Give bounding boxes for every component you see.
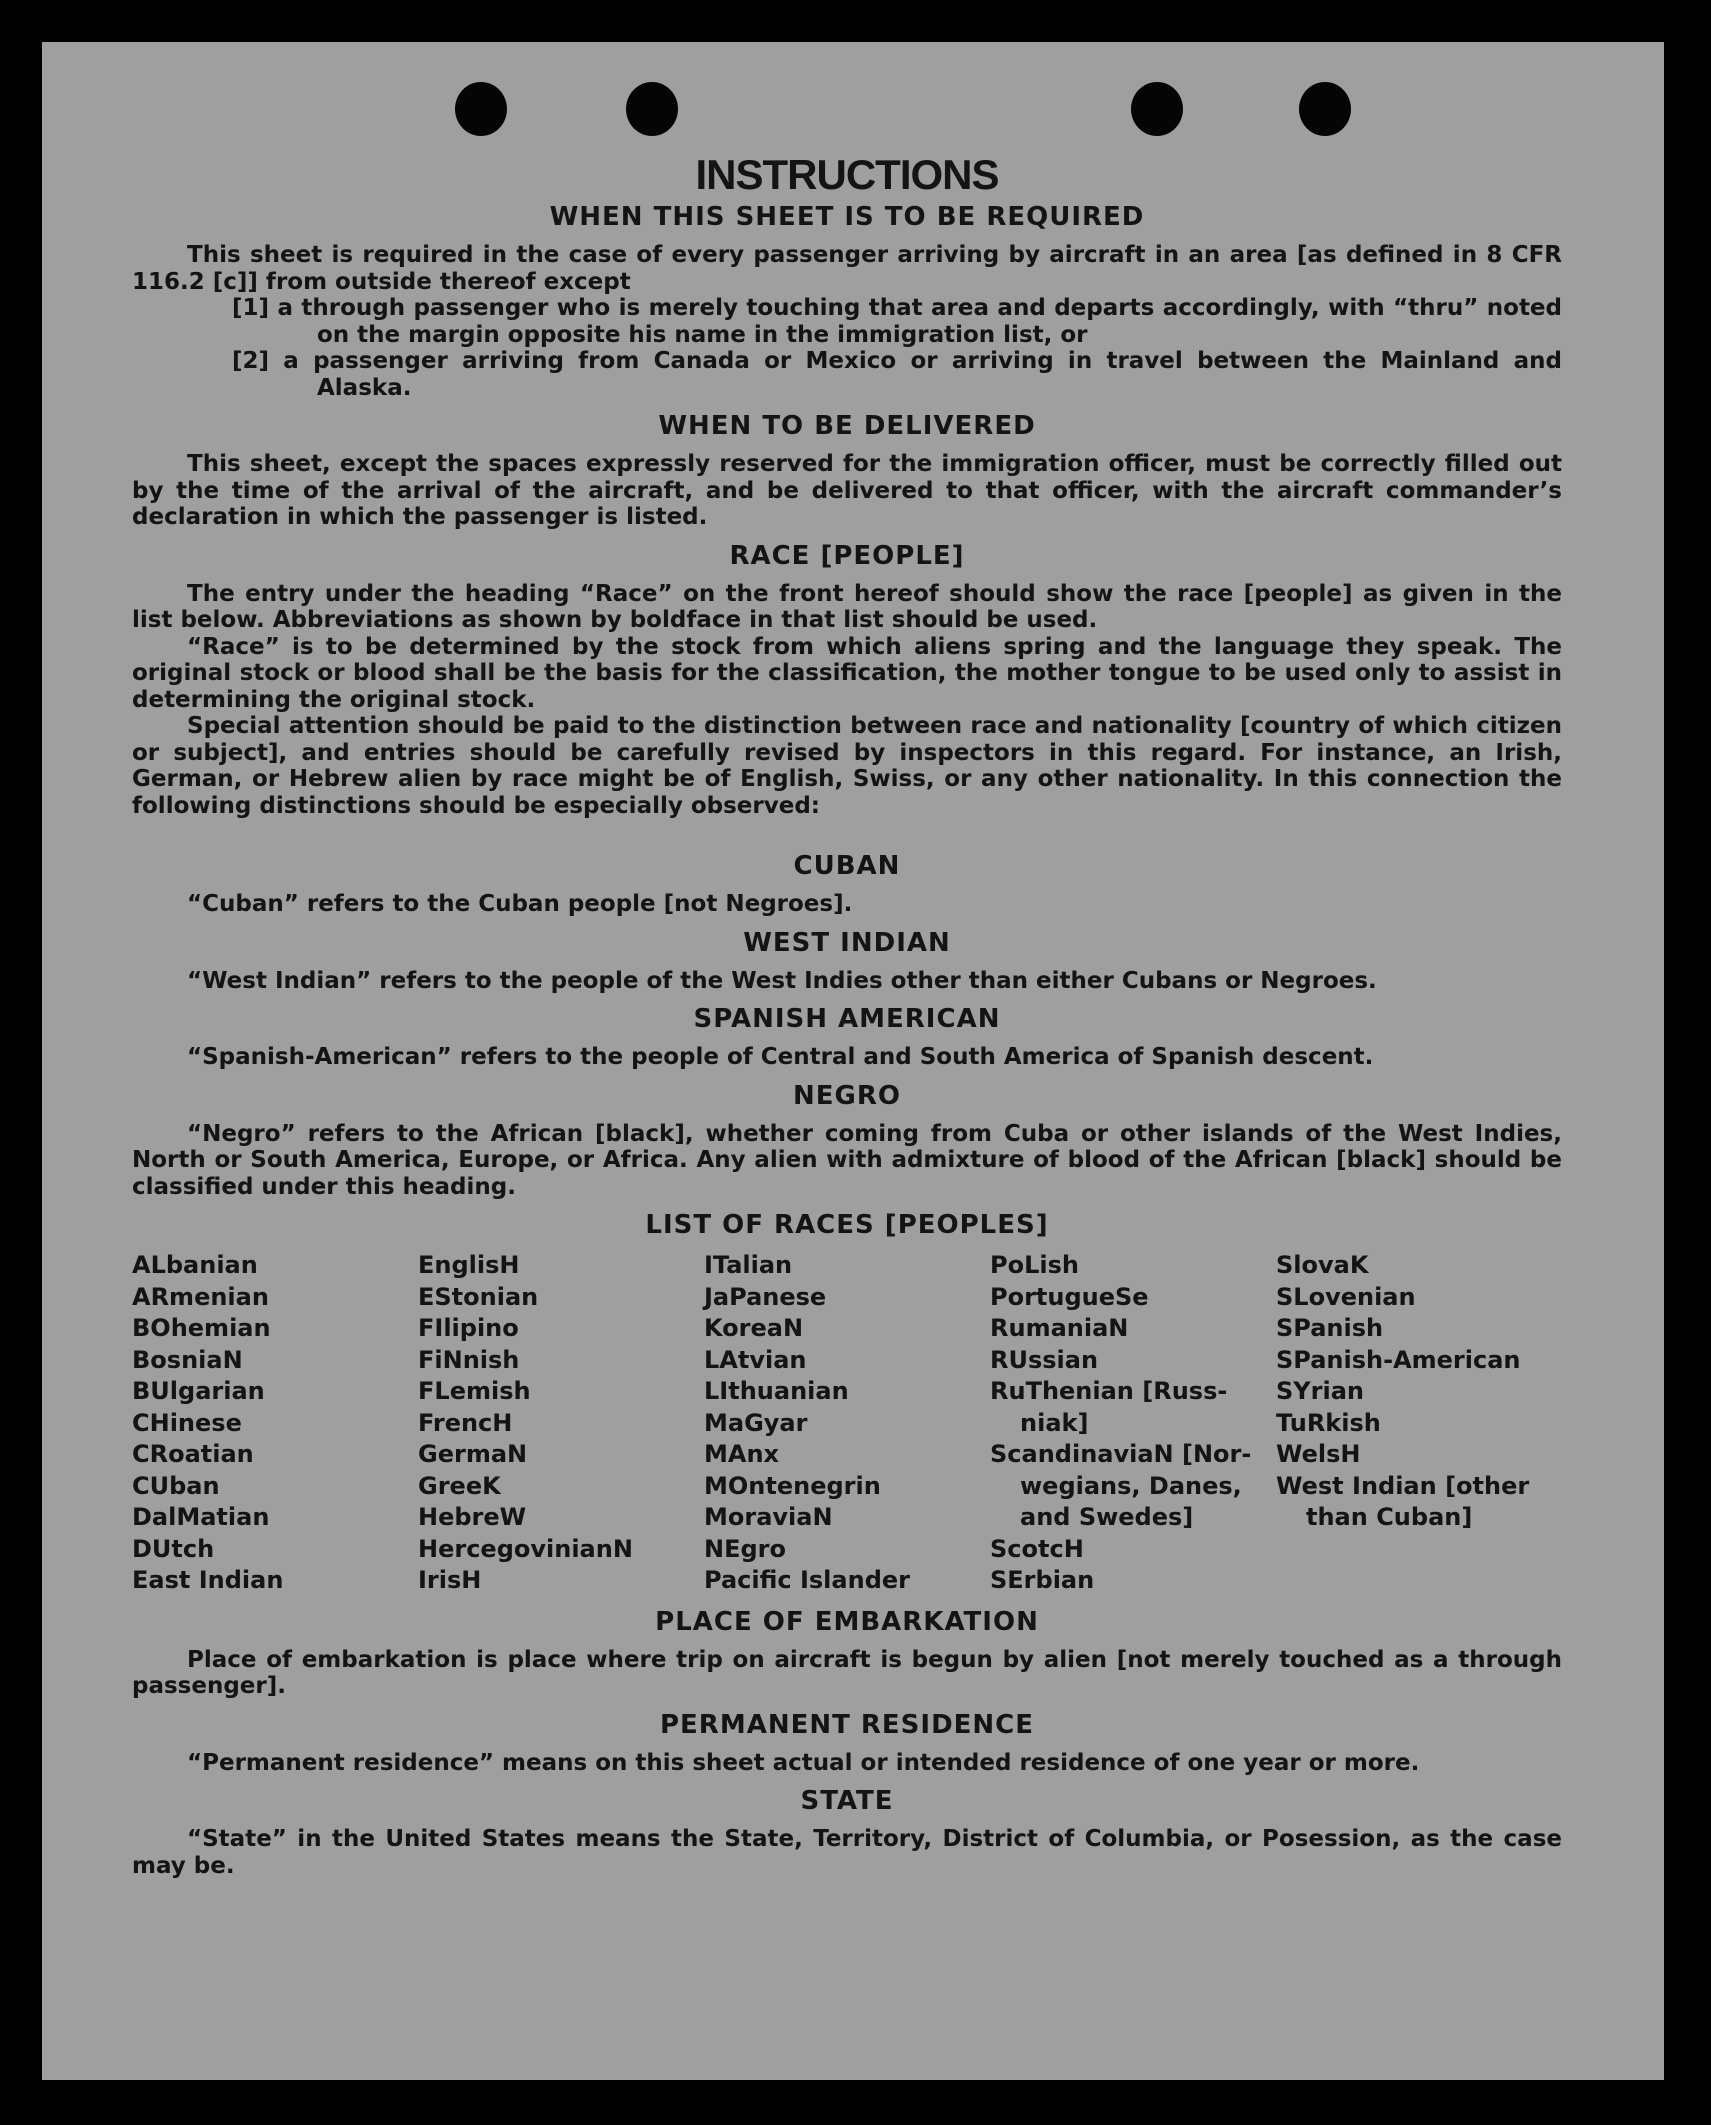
heading-place-of-embarkation: PLACE OF EMBARKATION: [655, 1606, 1039, 1637]
race-item: MOntenegrin: [704, 1471, 881, 1500]
race-item: ALbanian: [132, 1251, 258, 1279]
heading-negro: NEGRO: [793, 1080, 901, 1111]
race-item: IrisH: [418, 1566, 482, 1594]
races-column-5: [1276, 1250, 1562, 1597]
race-item: SLovenian: [1276, 1282, 1416, 1311]
heading-list-of-races: LIST OF RACES [PEOPLES]: [645, 1210, 1049, 1240]
race-item: DalMatian: [132, 1503, 270, 1531]
races-column-2: [418, 1250, 704, 1597]
races-column-4: [990, 1250, 1276, 1597]
race-item: BOhemian: [132, 1314, 271, 1342]
race-item: Pacific Islander: [704, 1566, 910, 1594]
race-item: MoraviaN: [704, 1503, 833, 1531]
race-item: FIlipino: [418, 1314, 519, 1342]
punch-hole-1: [455, 82, 507, 136]
race-item: KoreaN: [704, 1314, 804, 1342]
race-item: MAnx: [704, 1440, 780, 1468]
race-item: EStonian: [418, 1282, 539, 1311]
heading-west-indian: WEST INDIAN: [743, 927, 951, 958]
spanish-american-text: “Spanish-American” refers to the people of Central and South America of Spanish descent.: [187, 1044, 1374, 1070]
race-item: WelsH: [1276, 1440, 1361, 1468]
race-item: MaGyar: [704, 1408, 808, 1437]
race-paragraph-2: “Race” is to be determined by the stock from which aliens spring and the language they speak. The original stock or blood shall be the basis for the classification, the mother tongue to be used only to assist in determining the original stock.: [132, 633, 1562, 713]
punch-hole-4: [1299, 82, 1351, 136]
page-title: INSTRUCTIONS: [695, 151, 999, 198]
race-item-continued: than Cuban]: [1306, 1503, 1473, 1531]
race-item: JaPanese: [704, 1282, 827, 1311]
race-item: GermaN: [418, 1440, 528, 1468]
race-item: ScotcH: [990, 1534, 1084, 1563]
cuban-text: “Cuban” refers to the Cuban people [not Negroes].: [187, 891, 853, 917]
heading-cuban: CUBAN: [793, 851, 901, 881]
race-item: SPanish-American: [1276, 1345, 1521, 1374]
race-item: East Indian: [132, 1566, 284, 1594]
races-column-3: [704, 1250, 990, 1597]
race-item: CUban: [132, 1471, 220, 1500]
race-item-continued: wegians, Danes,: [1020, 1471, 1242, 1500]
west-indian-text: “West Indian” refers to the people of the West Indies other than either Cubans or Negroes.: [187, 967, 1377, 994]
punch-hole-2: [626, 82, 678, 136]
race-item: NEgro: [704, 1534, 786, 1563]
heading-state: STATE: [800, 1786, 894, 1816]
race-item: PoLish: [990, 1251, 1079, 1279]
state-text: “State” in the United States means the State, Territory, District of Columbia, or Posession, as the case may be.: [132, 1826, 1562, 1879]
race-item: LIthuanian: [704, 1377, 849, 1405]
heading-permanent-residence: PERMANENT RESIDENCE: [659, 1709, 1035, 1740]
heading-spanish-american: SPANISH AMERICAN: [693, 1004, 1001, 1034]
race-item: FrencH: [418, 1408, 513, 1437]
when-required-item-2: [2] a passenger arriving from Canada or Mexico or arriving in travel between the Mainland and Alaska.: [232, 348, 1562, 401]
race-item-continued: niak]: [1020, 1408, 1089, 1437]
race-paragraph-1: The entry under the heading “Race” on the front hereof should show the race [people] as given in the list below. Abbreviations as shown by boldface in that list should be used.: [132, 580, 1562, 633]
when-required-text: This sheet is required in the case of every passenger arriving by aircraft in an area [as defined in 8 CFR 116.2 [c]] from outside thereof except: [132, 242, 1562, 295]
race-item: GreeK: [418, 1471, 501, 1500]
negro-text: “Negro” refers to the African [black], whether coming from Cuba or other islands of the West Indies, North or South America, Europe, or Africa. Any alien with admixture of blood of the African [black] should be classified under this heading.: [132, 1120, 1562, 1200]
race-item: LAtvian: [704, 1345, 807, 1374]
race-item: SYrian: [1276, 1377, 1365, 1405]
race-item: ScandinaviaN [Nor-: [990, 1440, 1252, 1468]
punch-hole-3: [1131, 82, 1183, 136]
race-paragraph-3: Special attention should be paid to the distinction between race and nationality [country of which citizen or subject], and entries should be carefully revised by inspectors in this regard. For instance, an Irish, German, or Hebrew alien by race might be of English, Swiss, or any other nationality. In this connection the following distinctions should be especially observed:: [132, 713, 1562, 819]
race-item: SPanish: [1276, 1314, 1384, 1342]
list-of-races: [132, 1250, 1562, 1597]
race-item: CHinese: [132, 1408, 242, 1437]
race-item: TuRkish: [1276, 1408, 1381, 1437]
race-item: RumaniaN: [990, 1314, 1129, 1342]
heading-when-delivered: WHEN TO BE DELIVERED: [658, 411, 1036, 441]
race-item: FLemish: [418, 1377, 531, 1405]
instructions-content: [132, 152, 1562, 1879]
race-item: West Indian [other: [1276, 1471, 1530, 1500]
race-item: EnglisH: [418, 1251, 520, 1279]
race-item: HercegovinianN: [418, 1534, 633, 1563]
race-item: RuThenian [Russ-: [990, 1377, 1228, 1405]
race-item: RUssian: [990, 1345, 1099, 1374]
race-item: CRoatian: [132, 1440, 254, 1468]
race-item: ITalian: [704, 1251, 793, 1279]
place-of-embarkation-text: Place of embarkation is place where trip on aircraft is begun by alien [not merely touched as a through passenger].: [132, 1646, 1562, 1699]
race-item: FiNnish: [418, 1345, 520, 1374]
when-delivered-text: This sheet, except the spaces expressly reserved for the immigration officer, must be correctly filled out by the time of the arrival of the aircraft, and be delivered to that officer, with the aircraft commander’s declaration in which the passenger is listed.: [132, 451, 1562, 530]
heading-when-required: WHEN THIS SHEET IS TO BE REQUIRED: [549, 202, 1145, 232]
document-sheet: [42, 42, 1664, 2080]
when-required-item-1: [1] a through passenger who is merely touching that area and departs accordingly, with “thru” noted on the margin opposite his name in the immigration list, or: [232, 295, 1562, 348]
race-item: BosniaN: [132, 1345, 243, 1374]
race-item: HebreW: [418, 1503, 527, 1531]
race-item: SlovaK: [1276, 1251, 1369, 1279]
race-item: ARmenian: [132, 1282, 269, 1311]
race-item: DUtch: [132, 1534, 215, 1563]
race-item: SErbian: [990, 1566, 1095, 1594]
race-item-continued: and Swedes]: [1020, 1503, 1194, 1531]
heading-race: RACE [PEOPLE]: [729, 540, 965, 571]
permanent-residence-text: “Permanent residence” means on this sheet actual or intended residence of one year or more.: [187, 1749, 1420, 1776]
race-item: BUlgarian: [132, 1377, 265, 1405]
race-item: PortugueSe: [990, 1282, 1149, 1311]
races-column-1: [132, 1250, 418, 1597]
